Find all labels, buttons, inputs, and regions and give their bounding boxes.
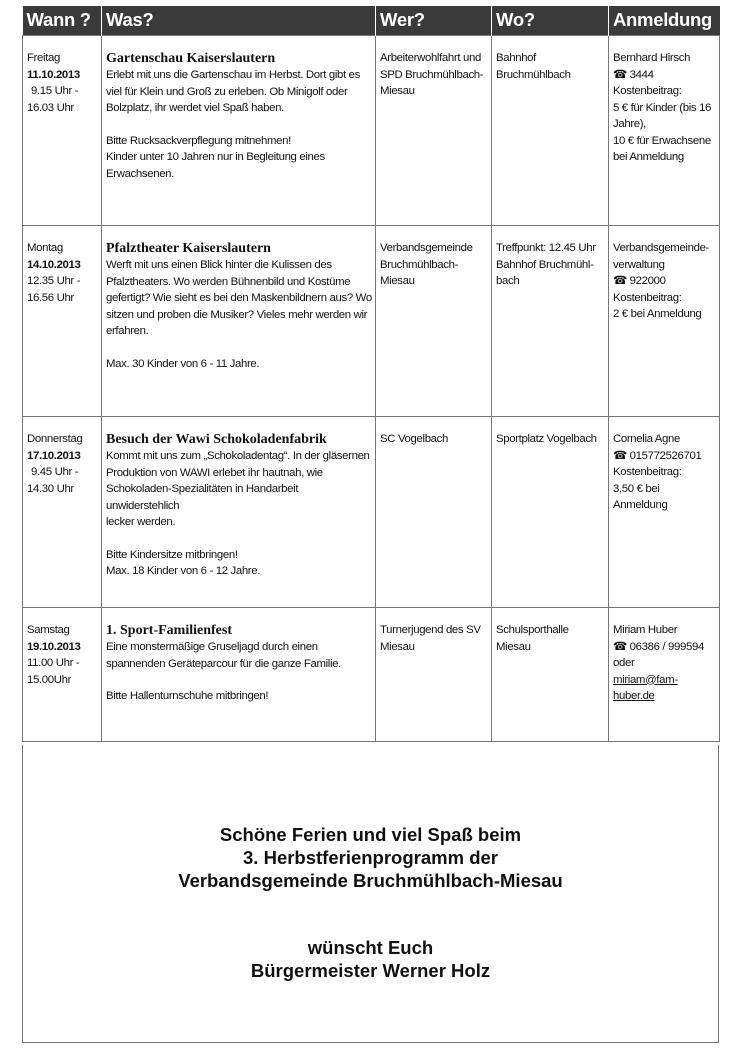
event-description-line: gefertigt? Wie sieht es bei den Maskenbildnern aus? Wo [106,292,372,304]
event-day: Donnerstag [27,433,83,445]
event-description-line: Pfalztheaters. Wo werden Bühnenbild und Kostüme [106,275,351,288]
event-title: 1. Sport-Familienfest [106,623,232,638]
event-time-start: 9.15 Uhr - [31,85,79,97]
cell-was [102,36,376,226]
event-title: Pfalztheater Kaiserslautern [106,241,271,256]
event-description-line: sitzen und proben die Musiker? Vieles mehr werden wir [106,308,368,321]
header-wer: Wer? [376,6,492,36]
event-date: 17.10.2013 [27,449,81,462]
closing-line: Bürgermeister Werner Holz [250,960,491,981]
registration-line: Kostenbeitrag: [613,291,682,304]
closing-line: 3. Herbstferienprogramm der [243,847,498,868]
organizer-line: SPD Bruchmühlbach- [380,68,484,81]
registration-line: 5 € für Kinder (bis 16 [613,101,712,114]
event-description-line: Eine monstermäßige Gruseljagd durch einen [106,641,318,653]
event-note-line: Erwachsenen. [106,167,174,180]
organizer-line: Miesau [380,275,415,287]
cell-wer [376,36,492,226]
cell-anmeldung [609,36,720,226]
cell-wo [492,226,609,417]
event-note-line: Bitte Rucksackverpflegung mitnehmen! [106,134,291,147]
registration-line: ☎ 06386 / 999594 [613,640,704,653]
event-date: 19.10.2013 [27,640,81,653]
header-wann: Wann ? [23,6,102,36]
event-description-line: spannenden Geräteparcour für die ganze Familie. [106,657,341,670]
cell-wann [23,226,102,417]
event-title: Gartenschau Kaiserslautern [106,51,276,66]
event-date: 11.10.2013 [27,68,80,81]
event-description-line: lecker werden. [106,516,176,528]
spacer [106,531,372,547]
cell-wer [376,226,492,417]
spacer [106,117,372,133]
closing-greeting [23,823,718,892]
location-line: bach [496,275,520,287]
cell-anmeldung [609,417,720,608]
registration-line: 2 € bei Anmeldung [613,308,702,320]
organizer-line: SC Vogelbach [380,433,448,445]
event-time-end: 15.00Uhr [27,673,72,686]
event-day: Samstag [27,624,70,636]
organizer-line: Arbeiterwohlfahrt und [380,52,481,64]
registration-line: 3,50 € bei Anmeldung [613,482,668,511]
registration-line: Cornelia Agne [613,433,681,445]
registration-line: Bernhard Hirsch [613,52,691,64]
cell-wann [23,36,102,226]
location-line: Sportplatz Vogelbach [496,433,597,445]
email-link[interactable] [613,672,716,705]
header-wo: Wo? [492,6,609,36]
registration-line: Verbandsgemeinde- [613,242,710,254]
event-description-line: Bolzplatz, ihr werdet viel Spaß haben. [106,102,284,114]
registration-line: 10 € für Erwachsene [613,134,711,147]
location-line: Bahnhof Bruchmühl- [496,258,594,271]
event-time-start: 11.00 Uhr - [27,657,80,669]
event-description-line: erfahren. [106,325,149,337]
cell-anmeldung [609,608,720,742]
event-title: Besuch der Wawi Schokoladenfabrik [106,432,327,447]
event-row [23,417,720,608]
cell-anmeldung [609,226,720,417]
location-line: Treffpunkt: 12.45 Uhr [496,242,596,254]
cell-wo [492,36,609,226]
cell-was [102,608,376,742]
closing-line: Schöne Ferien und viel Spaß beim [219,824,522,845]
registration-line: Jahre), [613,118,647,130]
event-row [23,36,720,226]
event-row [23,226,720,417]
registration-line: Miriam Huber [613,624,678,636]
organizer-line: Bruchmühlbach- [380,258,459,271]
organizer-line: Miesau [380,85,415,97]
location-line: Schulsporthalle Miesau [496,624,569,653]
event-note-line: Kinder unter 10 Jahren nur in Begleitung eines [106,151,325,163]
event-time-start: 12.35 Uhr - [27,275,81,287]
event-day: Freitag [27,52,61,64]
closing-line: wünscht Euch [307,937,434,958]
spacer [106,340,372,356]
registration-line: ☎ 3444 [613,68,654,81]
registration-line: Kostenbeitrag: [613,466,682,478]
event-description-line: Werft mit uns einen Blick hinter die Kulissen des [106,259,332,271]
email-link-line: huber.de [613,690,655,702]
registration-line: Kostenbeitrag: [613,85,682,97]
closing-message-box [22,745,719,1043]
header-anmeldung: Anmeldung [609,6,720,36]
organizer-line: Turnerjugend des SV [380,624,481,636]
event-day: Montag [27,242,63,254]
event-description-line: Produktion von WAWI erlebet ihr hautnah, wie [106,466,323,479]
organizer-line: Verbandsgemeinde [380,242,473,254]
event-date: 14.10.2013 [27,258,81,271]
closing-signature [23,936,718,982]
location-line: Bahnhof [496,52,536,64]
event-note-line: Max. 18 Kinder von 6 - 12 Jahre. [106,565,261,577]
event-description-line: Kommt mit uns zum „Schokoladentag“. In der gläsernen [106,450,370,462]
program-table [22,6,720,742]
event-time-end: 16.03 Uhr [27,101,74,114]
event-note-line: Bitte Hallenturnschuhe mitbringen! [106,690,269,702]
event-description-line: Schokoladen-Spezialitäten in Handarbeit unwiderstehlich [106,483,299,512]
event-description-line: Erlebt mit uns die Gartenschau im Herbst. Dort gibt es [106,69,360,81]
organizer-line: Miesau [380,640,415,653]
program-sheet [22,6,719,742]
registration-line: ☎ 922000 [613,275,666,287]
closing-line: Verbandsgemeinde Bruchmühlbach-Miesau [178,870,563,891]
event-time-end: 16.56 Uhr [27,291,74,304]
cell-wann [23,608,102,742]
email-link-line: miriam@fam- [613,673,678,686]
cell-wo [492,608,609,742]
event-note-line: Bitte Kindersitze mitbringen! [106,548,238,561]
event-time-end: 14.30 Uhr [27,482,74,495]
spacer [106,672,372,688]
location-line: Bruchmühlbach [496,68,571,81]
registration-line: oder [613,657,635,669]
registration-line: bei Anmeldung [613,151,684,163]
header-was: Was? [102,6,376,36]
table-header-row [23,6,720,36]
registration-line: verwaltung [613,258,665,271]
cell-was [102,417,376,608]
cell-wer [376,608,492,742]
event-description-line: viel für Klein und Groß zu erleben. Ob Minigolf oder [106,85,348,98]
event-row [23,608,720,742]
event-time-start: 9.45 Uhr - [31,466,79,478]
cell-wo [492,417,609,608]
cell-was [102,226,376,417]
cell-wann [23,417,102,608]
cell-wer [376,417,492,608]
registration-line: ☎ 015772526701 [613,449,702,462]
event-note-line: Max. 30 Kinder von 6 - 11 Jahre. [106,357,260,370]
